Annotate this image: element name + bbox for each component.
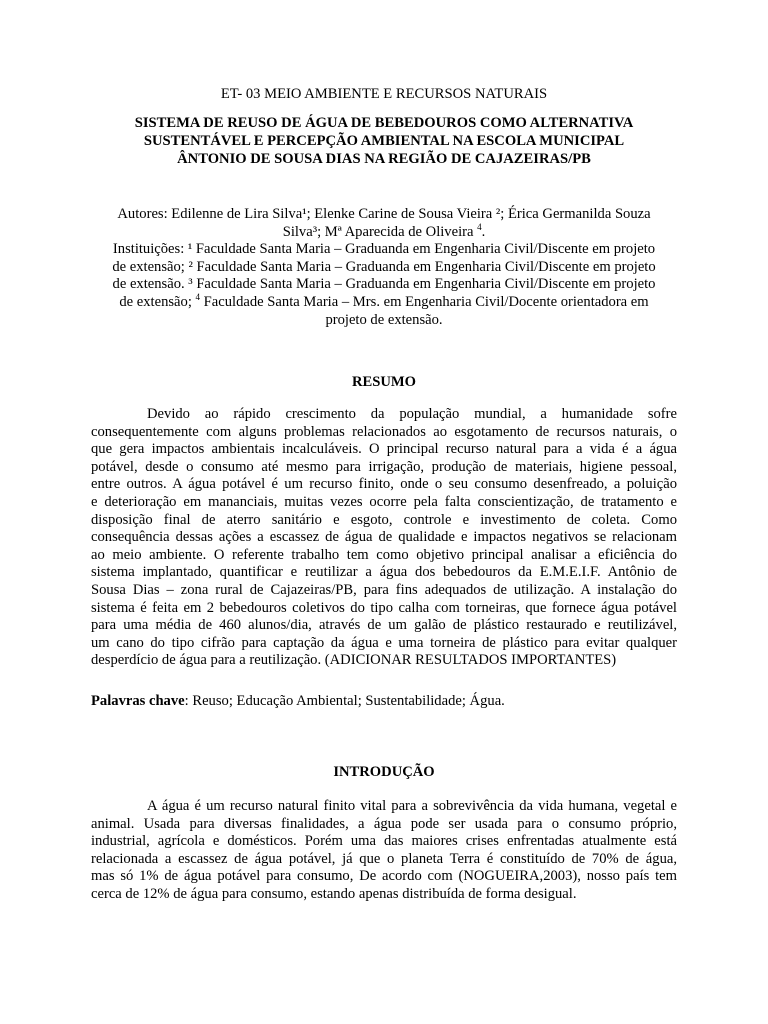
authors-line: Autores: Edilenne de Lira Silva¹; Elenke Carine de Sousa Vieira ²; Érica Germanilda Souza [117,206,651,222]
paragraph-line: Sousa Dias – zona rural de Cajazeiras/PB, para fins adequados de utilização. A instalação do [91,581,677,598]
paragraph-line: cerca de 12% de água para consumo, estando apenas distribuída de forma desigual. [91,885,577,902]
superscript: 4 [477,221,482,232]
section-code: ET- 03 MEIO AMBIENTE E RECURSOS NATURAIS [220,86,548,102]
paragraph-line: e deterioração em mananciais, muitas vezes ocorre pela falta conscientização, de tratamento e [91,493,677,510]
resumo-heading: RESUMO [351,374,417,390]
authors-text: Silva³; Mª Aparecida de Oliveira [282,223,478,240]
keywords-line [91,693,677,710]
paragraph-line: para uma média de 460 alunos/dia, através de um galão de plástico restaurado e reutilizável, [91,617,677,634]
paragraph-line: potável, desde o consumo até mesmo para irrigação, produção de materiais, higiene pessoal, [91,458,677,475]
paragraph-line: sistema implantado, quantificar e reutilizar a água dos bebedouros da E.M.E.I.F. Antônio de [91,564,677,581]
paragraph-line: um cano do tipo cifrão para captação da água e uma torneira de plástico para evitar qualquer [91,634,677,651]
authors-line [91,221,677,242]
paragraph-line: relacionada a escassez de água potável, já que o planeta Terra é constituído de 70% de água, [91,850,677,867]
paragraph-line: consequência dessas ações a escassez de água de qualidade e impactos negativos se relacionam [91,529,677,546]
paper-title [91,114,677,168]
paragraph-line: disposição final de aterro sanitário e esgoto, controle e investimento de coleta. Como [91,511,677,528]
institutions-text: Faculdade Santa Maria – Mrs. em Engenharia Civil/Docente orientadora em [200,293,649,310]
keywords-text: : Reuso; Educação Ambiental; Sustentabilidade; Água. [184,693,505,709]
paragraph-line: ao meio ambiente. O referente trabalho tem como objetivo principal analisar a eficiência do [91,546,677,563]
authors-text: . [481,223,486,240]
institutions-line: de extensão; ² Faculdade Santa Maria – Graduanda em Engenharia Civil/Discente em projeto [112,258,656,275]
title-line: SUSTENTÁVEL E PERCEPÇÃO AMBIENTAL NA ESCOLA MUNICIPAL [143,133,625,149]
paragraph-line: Devido ao rápido crescimento da população mundial, a humanidade sofre [147,406,677,422]
paragraph-line: que gera impactos ambientais incalculáveis. O principal recurso natural para a vida é a água [91,441,677,458]
title-line: ÂNTONIO DE SOUSA DIAS NA REGIÃO DE CAJAZEIRAS/PB [177,151,591,167]
institutions-text: de extensão; [119,293,196,310]
resumo-paragraph [91,406,677,670]
title-line: SISTEMA DE REUSO DE ÁGUA DE BEBEDOUROS COMO ALTERNATIVA [134,115,634,131]
introducao-heading: INTRODUÇÃO [333,764,435,780]
paragraph-line: animal. Usada para diversas finalidades, a água pode ser usada para o consumo próprio, [91,815,677,832]
institutions-line: projeto de extensão. [325,311,443,328]
paragraph-line: sistema é feita em 2 bebedouros coletivos do tipo calha com torneiras, que fornece água potável [91,599,677,616]
superscript: 4 [195,292,201,303]
paragraph-line: entre outros. A água potável é um recurso finito, onde o seu consumo desenfreado, a poluição [91,476,677,493]
paragraph-line: industrial, agrícola e domésticos. Porém uma das maiores crises enfrentadas atualmente está [91,833,677,850]
institutions-line: de extensão. ³ Faculdade Santa Maria – Graduanda em Engenharia Civil/Discente em projeto [112,276,656,293]
paragraph-line: A água é um recurso natural finito vital para a sobrevivência da vida humana, vegetal e [147,798,677,814]
paragraph-line: mas só 1% de água potável para consumo, De acordo com (NOGUEIRA,2003), nosso país tem [91,868,677,885]
institutions-line [91,294,677,312]
paragraph-line: consequentemente com alguns problemas relacionados ao esgotamento de recursos naturais, o [91,423,677,440]
introducao-paragraph [91,798,677,904]
institutions-line: Instituições: ¹ Faculdade Santa Maria – Graduanda em Engenharia Civil/Discente em projeto [112,241,656,258]
keywords-label: Palavras chave [91,693,185,709]
authors-block [91,206,677,329]
paragraph-line: desperdício de água para a reutilização. (ADICIONAR RESULTADOS IMPORTANTES) [91,652,617,669]
